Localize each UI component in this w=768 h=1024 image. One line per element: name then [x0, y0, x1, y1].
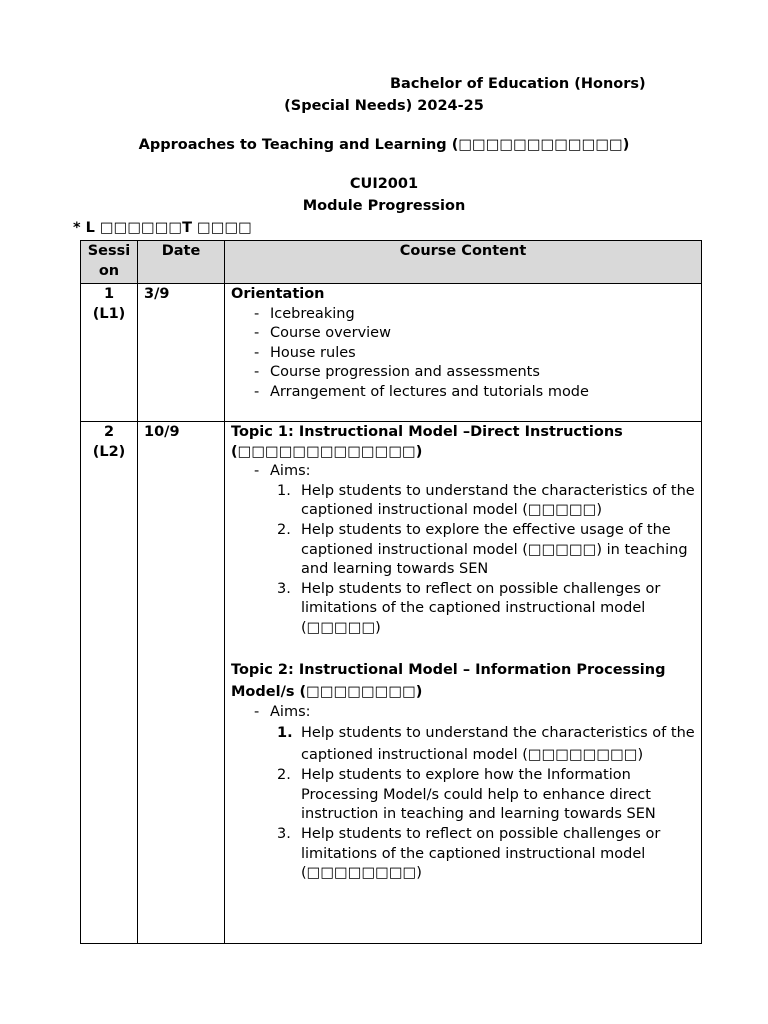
course-title: Approaches to Teaching and Learning (□□□□□□□□□□□□) [138, 137, 630, 153]
session-cell: 2 (L2) [81, 422, 138, 944]
aims-list [231, 722, 695, 884]
progression-table [80, 240, 702, 944]
list-item: - House rules [254, 344, 695, 364]
table-header-row [81, 241, 702, 284]
header-date: Date [138, 241, 225, 284]
list-item: 1. Help students to understand the characteristics of the captioned instructional model (□□□□□) [277, 482, 695, 521]
topic-title: Topic 1: Instructional Model –Direct Instructions (□□□□□□□□□□□□□) [231, 424, 623, 460]
header-session: Sessi on [81, 241, 138, 284]
session-cell: 1 (L1) [81, 284, 138, 422]
list-item: - Course overview [254, 324, 695, 344]
content-list [231, 462, 695, 482]
content-cell [225, 284, 702, 422]
list-item: - Icebreaking [254, 305, 695, 325]
table-row [81, 422, 702, 944]
table-row [81, 284, 702, 422]
aims-list [231, 482, 695, 639]
list-item: 2. Help students to explore how the Information Processing Model/s could help to enhance direct instruction in teaching and learning towards SEN [277, 766, 695, 825]
spacer [231, 639, 695, 659]
session-title: Orientation [231, 286, 325, 302]
course-code: CUI2001 [349, 176, 419, 192]
header-course-content: Course Content [225, 241, 702, 284]
list-item: 3. Help students to reflect on possible challenges or limitations of the captioned instructional model (□□□□□) [277, 580, 695, 639]
list-item: 1. Help students to understand the characteristics of the captioned instructional model (□□□□□□□□) [277, 722, 695, 766]
programme-subtitle: (Special Needs) 2024-25 [284, 98, 484, 114]
programme-title: Bachelor of Education (Honors) [390, 76, 646, 92]
topic-title: Topic 2: Instructional Model – Information Processing Model/s (□□□□□□□□) [231, 661, 666, 700]
module-progression-title: Module Progression [302, 198, 466, 214]
date-cell: 3/9 [138, 284, 225, 422]
list-item: - Arrangement of lectures and tutorials mode [254, 383, 695, 403]
list-item: 2. Help students to explore the effective usage of the captioned instructional model (□□□□□) in teaching and learning towards SEN [277, 521, 695, 580]
list-item: - Aims: [254, 703, 695, 723]
session-legend: * L □□□□□□T □□□□ [73, 220, 252, 236]
date-cell: 10/9 [138, 422, 225, 944]
content-list [231, 703, 695, 723]
content-cell [225, 422, 702, 944]
list-item: - Course progression and assessments [254, 363, 695, 383]
content-list [231, 305, 695, 403]
list-item: - Aims: [254, 462, 695, 482]
list-item: 3. Help students to reflect on possible challenges or limitations of the captioned instructional model (□□□□□□□□) [277, 825, 695, 884]
